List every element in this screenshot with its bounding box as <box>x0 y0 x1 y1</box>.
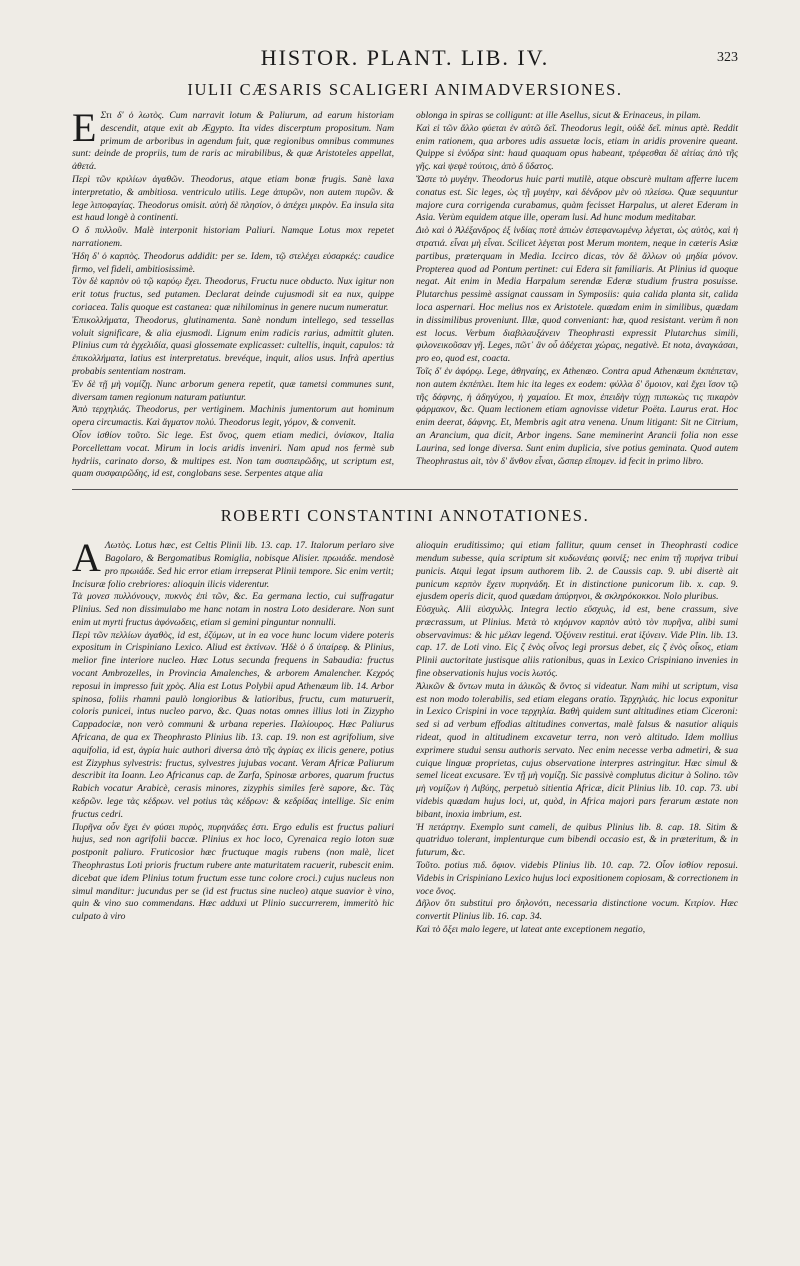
paragraph: Τὰ μονεσ πυλλόνουςν, πυκνὸς ἐπὶ τῶν, &c. Ea germana lectio, cui suffragatur Plinius. Sed non dissimulabo me hanc notam in nostra Loto desiderare. Non sunt enim ut myrti fructus ἀφόνωδεις, etiam si gemini pinguntur nonnulli. <box>72 591 394 628</box>
constantini-right-column <box>416 540 738 937</box>
constantini-columns <box>72 535 738 937</box>
paragraph: Δῆλον ὅτι substitui pro δηλονότι, necessaria distinctione vocum. Κιτρίον. Hæc convertit Plinius lib. 16. cap. 34. <box>416 898 738 923</box>
paragraph: Ὥστε τὸ μυγέην. Theodorus huic parti mutilè, atque obscurè multam afferre lucem conatus est. Sic leges, ὡς τῇ μυγέην, καὶ δένδρον μὲν οὐ πλείσω. Quæ sequuntur majore cura corrigenda curabamus, quàm fecisset Harpalus, ut aleret Ederam in Asia. Verùm equidem atque ille, operam lusi. Ad hunc modum meditabar. <box>416 173 738 224</box>
paragraph: Τοῖς δ' ἐν ἀφόρῳ. Lege, ἀθηναίης, ex Athenæo. Contra apud Athenæum ἐκπέπεταν, non autem ἐκπέπλει. Item hic ita leges ex eodem: φύλλα δ' ὅμοιον, καὶ ἔχει ἴσον τῷ τῆς δάφνης, ἡ ἀδηγύχου, ἡ χαμαίου. Et mox, ἐπειδὴν τύχῃ πιπωκὼς τις πικαρὸν φάρμακον, &c. Quam lectionem etiam agnovisse videtur Poëta. Laurus erat. Hoc enim deerat, δάφνης. Et, Membris agit atra venena. Unum litigant: Sit ne Citrium, an Arancium, qua dicit, Arbor ingens. Sane meminerint Arancii folia non esse Laurina, sed longe diversa. Sunt enim duplicia, sive potius geminata. Quod autem Theophrastus ait, τὸν δ' ἄνθον εἶναι, ὥσπερ εἴπομεν. id fecit in primo libro. <box>416 365 738 467</box>
paragraph: Ἡ πετάρτην. Exemplo sunt cameli, de quibus Plinius lib. 8. cap. 18. Sitim & quatriduo tolerant, implenturque cum bibendi occasio est, & in præteritum, & in futurum, &c. <box>416 821 738 859</box>
paragraph: Στι δ' ὁ λωτὸς. Cum narravit lotum & Paliurum, ad earum historiam descendit, atque exit ab Ægypto. Ita vides discerptum propositum. Nam primum de arboribus in agendum fuit, quæ regionibus omnibus communes sunt: deinde de propriis, tum de raris ac mirabilibus, & quæ Aristoteles appellat, ἀθετά. <box>72 110 394 173</box>
paragraph: Ἐν δὲ τῇ μὴ νομίζῃ. Nunc arborum genera repetit, quæ tametsi communes sunt, diversam tamen regionum naturam patiuntur. <box>72 378 394 403</box>
paragraph: Ἀλικῶν & ὄντων muta in ἀλικῶς & ὄντος si videatur. Nam mihi ut scriptum, visa est non modo tolerabilis, sed etiam elegans oratio. Τερχηλιάς. hic locus exponitur in Lexico Crispini in voce τερχηλία. Βαθὴ quidem sunt altitudines etiam Ciceroni: sed si ad verbum effodias altitudines convertas, malè falsus & nasutior aliquis rideat, quod in altitudinem excavetur terra, non verò altitudo. Idem mollius exprimere studui sensu authoris servato. Nec enim necesse verba admetiri, & sua cuique linguæ proprietas, cujus observatione interpres astringitur. Hæc simul & semel liceat excusare. Ἐν τῇ μὴ νομίζῃ. Sic passivè complutus dicitur à Solino. τῶν μὴ νομίζων ἡ Λιβύης, perpetuò sitientia Africæ, dicit Plinius lib. 10. cap. 73. ubi videbis quædam hujus loci, ut, quòd, in Africa majori pars ferarum æstate non bibant, inoxia imbrium, est. <box>416 680 738 820</box>
running-title: HISTOR. PLANT. LIB. IV. <box>260 45 550 70</box>
paragraph: oblonga in spiras se colligunt: at ille Asellus, sicut & Erinaceus, in pilam. <box>416 110 701 121</box>
paragraph: Τὸν δὲ καρπὸν οὐ τῷ καρύῳ ἔχει. Theodorus, Fructu nuce obducto. Nux igitur non erit totus fructus, sed putamen. Declarat deinde cujusmodi sit ea nux, quippe coriacea. Talis quoque est castanea: quæ nihilominus in genere nucum numeratur. <box>72 276 394 313</box>
paragraph: Ἐπικολλήματα, Theodorus, glutinamenta. Sanè nondum intellego, sed tessellas voluit significare, & alia ejusmodi. Lignum enim radicis rarius, admittit gluten. Plinius cum τὰ ἐγχελιδία, quasi glossemate explicasset: cultellis, inquit, capulos: τὰ ἐπικολλήματα, latius est interpretatus. brevéque, inquit, alios usus. Infrà apertius probabis sententiam nostram. <box>72 314 394 377</box>
paragraph: Ἀπὸ τερχηλιάς. Theodorus, per vertiginem. Machinis jumentorum aut hominum opera circumactis. Καὶ ἅγματον πολύ. Theodorus legit, γόμον, & convenit. <box>72 404 394 429</box>
scaliger-left-column <box>72 105 394 481</box>
drop-cap-a: A <box>72 535 101 581</box>
paragraph: Καὶ εἰ τῶν ἄλλο φύεται ἐν αὐτῶ δεῖ. Theodorus legit, οὐδὲ δεῖ. minus aptè. Reddit enim rationem, qua arbores udis assuetæ locis, etiam in aridis provenire queant. Quippe si ἐνύδρα sint: haud quaquam opus habeant, τρέφεσθαι δὲ αἰτίας ἀπὸ τῆς γῆς. καὶ ψεφὲ τούτοις, ἀπὸ δ ὕδατος. <box>416 122 738 173</box>
paragraph: Καὶ τὸ ὄξει malo legere, ut lateat ante exceptionem negatio, <box>416 924 646 936</box>
paragraph: Πυρῆνα οὖν ἔχει ἐν φύσει πυρὸς, πυρηνάδες ἐστι. Ergo edulis est fructus paliuri hujus, sed non agrifolii baccæ. Plinius ex hoc loco, Cyrenaica regio loton suæ postponit paliuro. Fruticosior hæc fructuque magis rubens (non malè, licet Theophrastus Loti prioris fructum rubere ante maturitatem racuerit, rubescit enim. dicebat que idem Plinius totum fructum esse tunc colore croci.) cujus nucleus non simul manditur: jucundus per se (id est fructus sine nucleo) atque suavior è vino, quin & vino suo commendans. Hæc adduxi ut Plinio succurrerem, immeritò hic culpato à viro <box>72 821 394 923</box>
scaliger-right-column <box>416 110 738 481</box>
section-title-scaliger: IULII CÆSARIS SCALIGERI ANIMADVERSIONES. <box>187 80 623 99</box>
constantini-left-column <box>72 535 394 937</box>
section-divider <box>72 489 738 490</box>
paragraph: Περὶ τῶν πελλίων ἀγαθὸς, id est, ἐζύμων, ut in ea voce hunc locum videre poteris expositum in Crispiniano Lexico. Aliud est ἐκτίνων. Ἠδὲ ὁ δ ὑπαίρεφ. & Plinius, melior fine interiore nucleo. Hæc Lotus secunda frequens in Sabaudia: fructus vocant Ambrozelles, in Provincia Amalenches, & arborem Amalencher. Κεχρός reposui in impresso fuit χρὸς. Alia est Lotus Polybii apud Athenæum lib. 14. Arbor spinosa, foliis rhamni paulò longioribus & latioribus, fructu, cum maturuerit, coloris punicei, intus nucleo parvo, &c. Quas notas omnes illius loti in Zizypho Cappadociæ, non verò communi & urbana reperies. Παλίουρος. Hæc Paliurus Africana, de qua ex Theophrasto Plinius lib. 13. cap. 19. non est agrifolium, sive aquifolia, id est, ἀγρία huic authori diversa ἀπὸ τῆς ἀγρίας ex ilicis genere, potius est Zizyphus sylvestris: fructus, sylvestres jujubas vocant. Veram Africæ Paliurum describit ita Ioann. Leo Africanus cap. de Zarfa, Spinosæ arbores, quarum fructus Rabich vocatur Arabicè, cerasis minores, zizyphis similes ferè sapore, &c. Τὰς κεδρῶν. lege τὰς κέδρων. vel potius τὰς κέδρων: & κεδρίδας intellige. Sic enim fructus cedri. <box>72 629 394 820</box>
paragraph: Ἡδη δ' ὁ καρπὸς. Theodorus addidit: per se. Idem, τῷ στελέχει εὐσαρκές: caudice firmo, vel fideli, ambitiosissimè. <box>72 250 394 275</box>
paragraph: Ο δ πυλλοῦν. Malè interponit historiam Paliuri. Namque Lotus mox repetet narrationem. <box>72 225 394 249</box>
scaliger-columns <box>72 105 738 481</box>
paragraph: Εὐσχυλς. Alii εὐσχυλλς. Integra lectio εὔσχυλς, id est, bene crassum, sive præcrassum, ut Plinius. Μετὰ τὸ κηόμνον καρπὸν αὐτὸ τὸν πυρῆνα, alibi sumi observavimus: & hic μέλαν legend. Ὀξύνειν restitui. erat ἰξύνειν. Vide Plin. lib. 13. cap. 17. de Loti vino. Εἰς ζ ἑνὸς οἶνος legi prorsus debet, εἰς ζ ἐνὸς οἶκος, etiam Plinii auctoritate justisque aliis rationibus, quas in Lexico Crispiniano invenies in fine observationis hujus vocis λωτός. <box>416 604 738 680</box>
paragraph: Οἷον ἰσθίον τοῦτο. Sic lege. Est ὄνος, quem etiam medici, ὀνίσκον, Italia Porcellettam vocat. Mirum in locis aridis inveniri. Nam apud nos fermè sub hydriis, carinato dorso, & multipes est. Non tam συσπειρῶδης, ut scriptum est, quam συσφαιρῶδης, id est, conglobans sese. Serpentes atque alia <box>72 429 394 480</box>
page-number: 323 <box>717 50 738 65</box>
paragraph: alioquin eruditissimo; qui etiam fallitur, quum censet in Theophrasti codice mendum subesse, quia scriptum sit κυδωνέαις φοινίξ; nec enim τῇ πυρήνα tribui punicis. Atqui legat ipsum authorem lib. 2. de Caussis cap. 9. ubi disertè ait punicum κερπὸν ἔχειν πυρηνάδη. Et in distinctione punicorum lib. x. cap. 9. ejusdem operis dicit, quod quædam ἀπύρηνοι, & σκληρόκοκκοι. Nolo pluribus. <box>416 540 738 603</box>
paragraph: Περὶ τῶν κριλίων ἀγαθῶν. Theodorus, atque etiam bonæ frugis. Sanè laxa interpretatio, & ambitiosa. ventriculo utilis. Lege ἀπυρῶν, non autem πυρῶν. & lege λιποφαγίας. Theodorus omisit. αὐτὴ δὲ πλησίον, ὁ ἀπέχει μικρὸν. Ea insula sita est haud longè à continenti. <box>72 173 394 224</box>
drop-cap-e: E <box>72 105 97 150</box>
section-title-constantini: ROBERTI CONSTANTINI ANNOTATIONES. <box>220 506 590 526</box>
paragraph: Λωτὸς. Lotus hæc, est Celtis Plinii lib. 13. cap. 17. Italorum perlaro sive Bagolaro, & Bergomatibus Romiglia, nobisque Alisier. πρωιάδε. mendosè pro πρωιάδε. Sed hic error etiam irrepserat Plinii tempore. Sic enim vertit; Incisuræ folio crebriores: alioquin ilicis viderentur. <box>72 540 394 590</box>
paragraph: Τοῦτο. potius πιδ. ὅφιον. videbis Plinius lib. 10. cap. 72. Οἷον ἰσθίον reposui. Videbis in Crispiniano Lexico hujus loci expositionem copiosam, & correctionem in voce ὄνος. <box>416 860 738 897</box>
running-header <box>72 46 738 74</box>
paragraph: Διὸ καὶ ὁ Ἀλέξανδρος ἐξ ἰνδίας ποτὲ ἀπιὼν ἐστεφανωμένῳ λέγεται, ὡς αὐτὸς, καὶ ἡ στρατιά. εἶναι μὴ εἶναι. Scilicet λέγεται post Merum montem, neque in cæteris Asiæ partibus, præterquam in Media. Iccirco dicas, τὸν δὲ ἄλλων οὐ μηδία μόνον. Propterea quod ad Pontum pertinet: cui Edera sit familiaris. At Plinius id quoque negat. Ait enim in Media Harpalum serendæ Ederæ studium frustra posuisse. Plutarchus pessimè assignat caussam in Symposiis: quia calida planta sit, calida loca aspernari. Hoc melius nos ex Aristotele. quædam enim in similibus, quædam in dissimilibus proveniunt. Illæ, quod conveniant: hæ, quod resistant. verùm ñ non est locus. Verbum διαβιλαυξάνειν Theophrasti expressit Plutarchus simili, φιλονεικοῦσαν γῆ. Leges, πῶτ᾽ ἂν οὖ ἀδέχεται χώρας, negativè. Et nota, ἀναγκάσαι, pro eo, quod est, coacta. <box>416 225 738 365</box>
